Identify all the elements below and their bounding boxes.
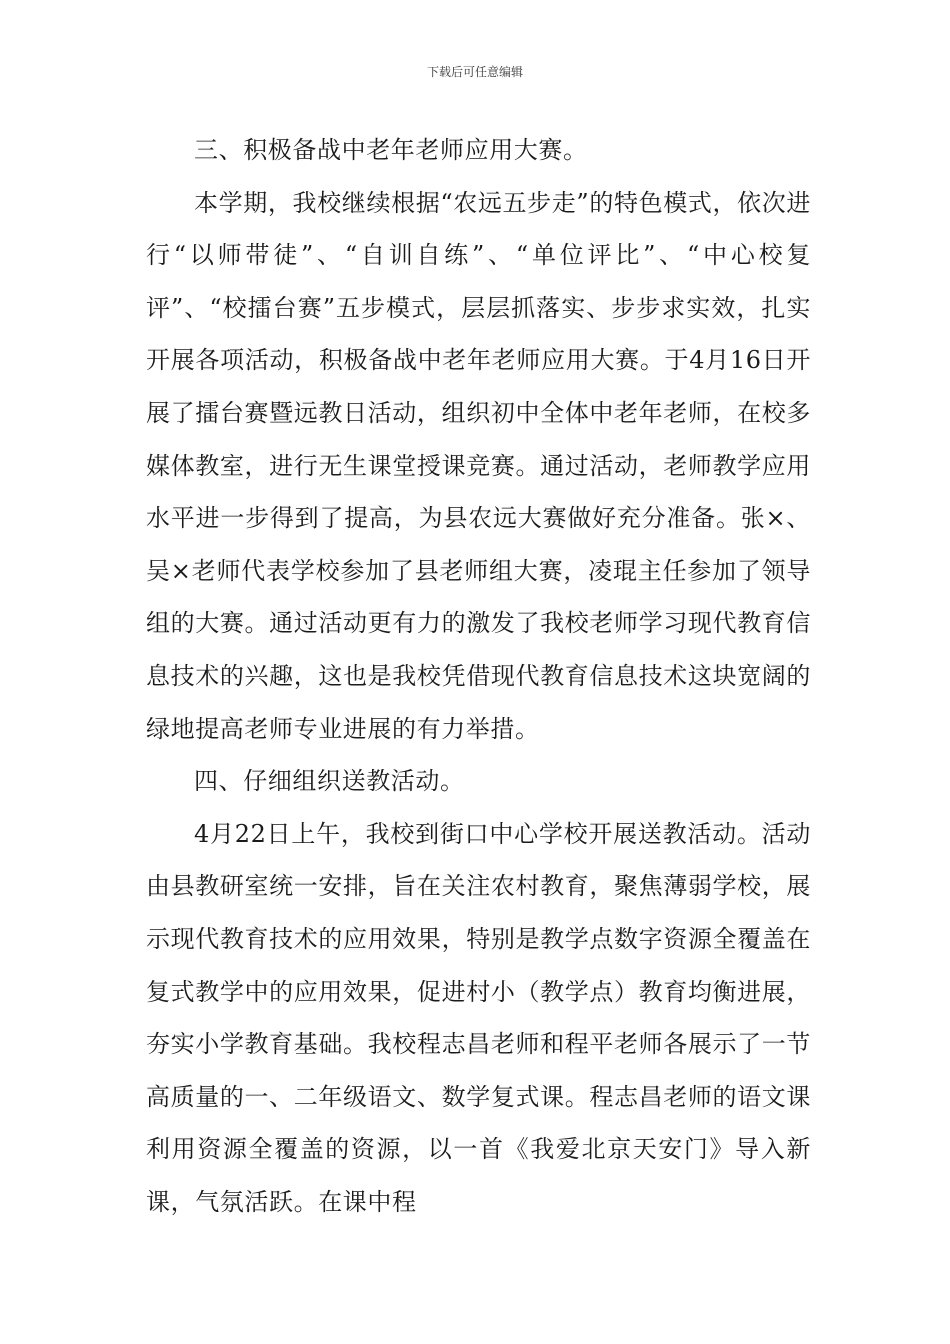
document-body — [146, 124, 811, 1228]
paragraph-teaching-delivery: 4月22日上午，我校到街口中心学校开展送教活动。活动由县教研室统一安排，旨在关注农村教育，聚焦薄弱学校，展示现代教育技术的应用效果，特别是教学点数字资源全覆盖在复式教学中的应用效果，促进村小（教学点）教育均衡进展，夯实小学教育基础。我校程志昌老师和程平老师各展示了一节高质量的一、二年级语文、数学复式课。程志昌老师的语文课利用资源全覆盖的资源，以一首《我爱北京天安门》导入新课，气氛活跃。在课中程 — [146, 819, 811, 1216]
page-header-note: 下载后可任意编辑 — [426, 65, 523, 79]
section-heading-3: 三、积极备战中老年老师应用大赛。 — [194, 136, 588, 164]
section-heading-4: 四、仔细组织送教活动。 — [194, 767, 465, 796]
paragraph-competition: 本学期，我校继续根据“农远五步走”的特色模式，依次进行“以师带徒”、“自训自练”、“单位评比”、“中心校复评”、“校擂台赛”五步模式，层层抓落实、步步求实效，扎实开展各项活动，积极备战中老年老师应用大赛。于4月16日开展了擂台赛暨远教日活动，组织初中全体中老年老师，在校多媒体教室，进行无生课堂授课竞赛。通过活动，老师教学应用水平进一步得到了提高，为县农远大赛做好充分准备。张×、吴×老师代表学校参加了县老师组大赛，凌琨主任参加了领导组的大赛。通过活动更有力的激发了我校老师学习现代教育信息技术的兴趣，这也是我校凭借现代教育信息技术这块宽阔的绿地提高老师专业进展的有力举措。 — [146, 188, 811, 743]
